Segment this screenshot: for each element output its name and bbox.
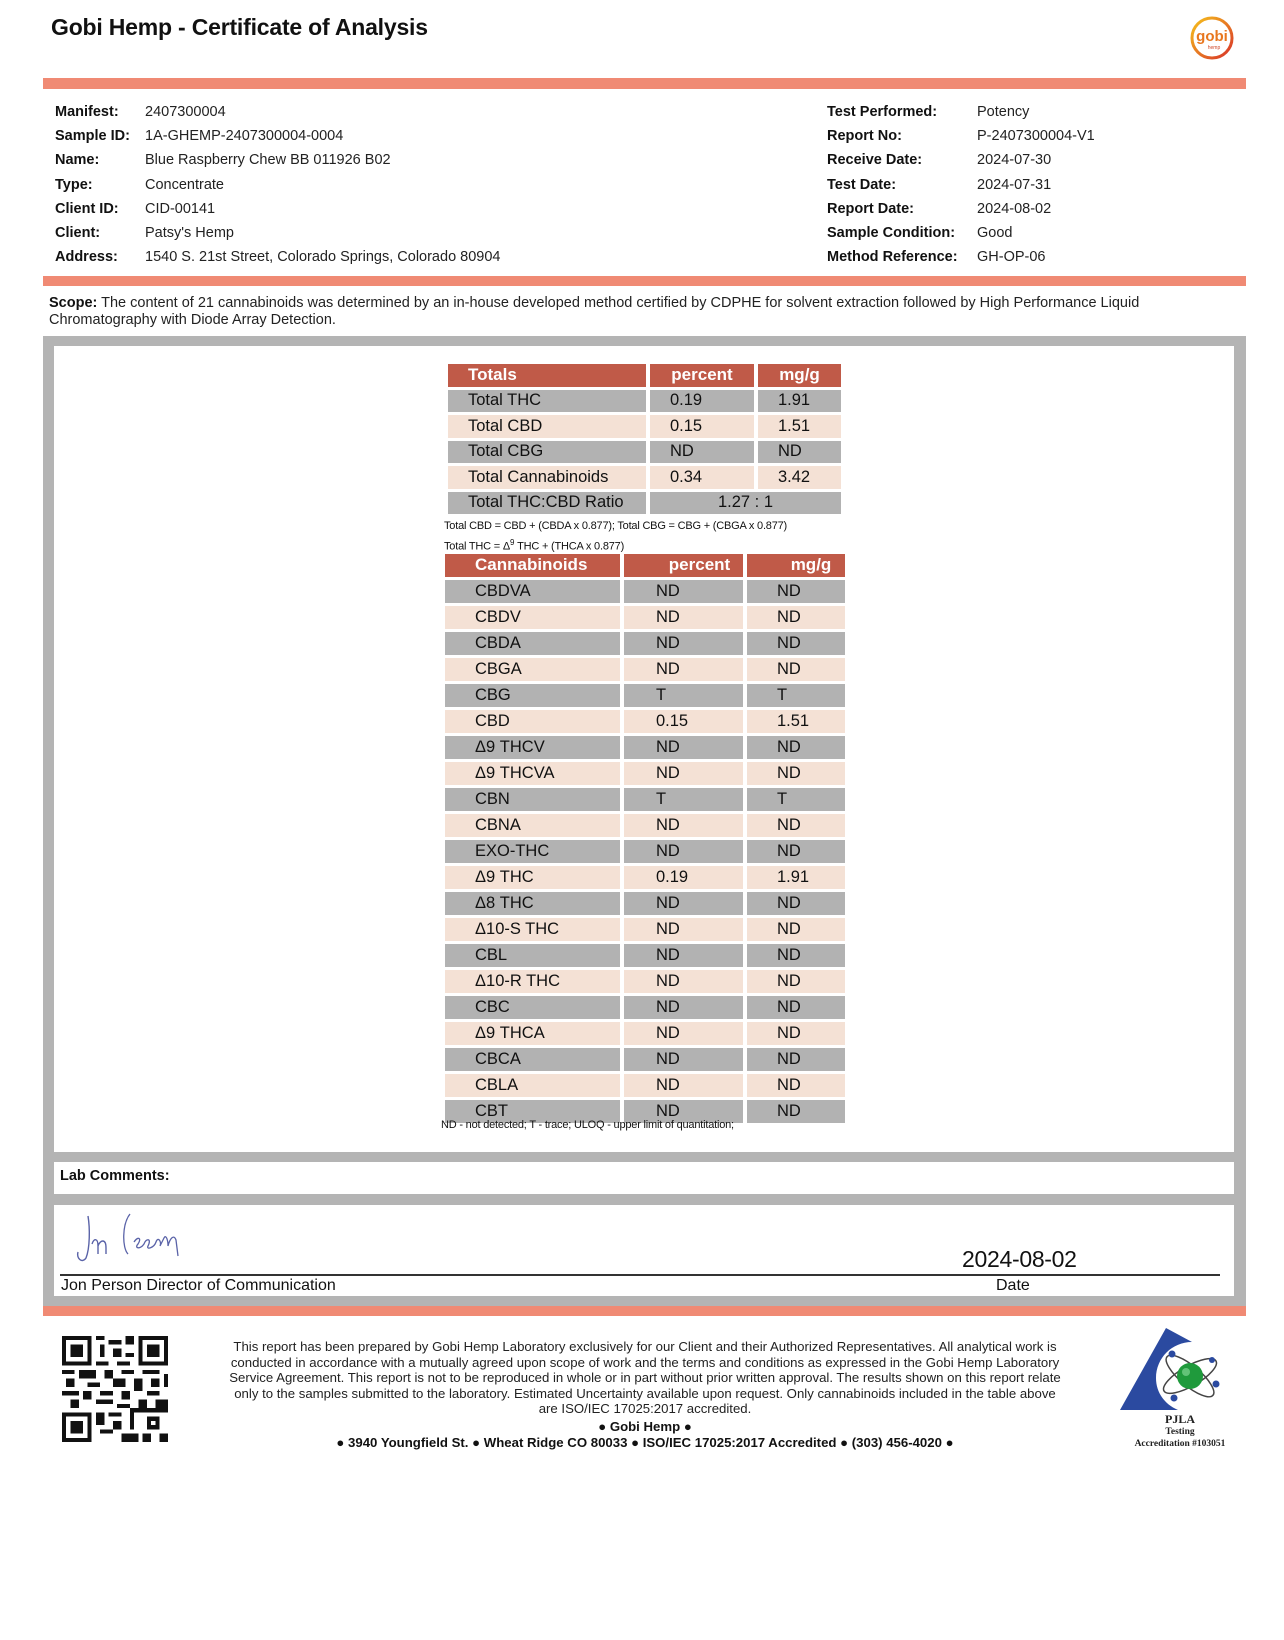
table-row: CBN T T <box>445 788 845 811</box>
receive-date-value: 2024-07-30 <box>977 152 1052 169</box>
signature-date: 2024-08-02 <box>962 1246 1077 1272</box>
table-row: Δ9 THC 0.19 1.91 <box>445 866 845 889</box>
type-value: Concentrate <box>145 176 224 193</box>
footer-lab-name: ● Gobi Hemp ● <box>598 1419 692 1434</box>
client-id-value: CID-00141 <box>145 200 216 217</box>
report-no-value: P-2407300004-V1 <box>977 128 1095 145</box>
signer-name-title: Jon Person Director of Communication <box>61 1277 336 1294</box>
table-row: Total CBG ND ND <box>448 441 841 464</box>
sample-condition-value: Good <box>977 225 1013 242</box>
info-row-report-date: Report Date: 2024-08-02 <box>827 197 1095 221</box>
abbreviation-legend: ND - not detected; T - trace; ULOQ - upper limit of quantitation; <box>441 1119 734 1131</box>
totals-header-row: Totals percent mg/g <box>448 364 841 387</box>
info-row-test-date: Test Date: 2024-07-31 <box>827 173 1095 197</box>
document-title: Gobi Hemp - Certificate of Analysis <box>51 14 428 40</box>
info-row-name: Name: Blue Raspberry Chew BB 011926 B02 <box>55 148 500 172</box>
table-row: CBL ND ND <box>445 944 845 967</box>
info-row-address: Address: 1540 S. 21st Street, Colorado Springs, Colorado 80904 <box>55 245 500 269</box>
info-row-client-id: Client ID: CID-00141 <box>55 197 500 221</box>
cannabinoids-header-row: Cannabinoids percent mg/g <box>445 554 845 577</box>
qr-code-icon[interactable] <box>62 1336 168 1442</box>
sample-info-left <box>55 100 500 269</box>
info-row-test-performed: Test Performed: Potency <box>827 100 1095 124</box>
table-row: CBCA ND ND <box>445 1048 845 1071</box>
info-row-receive-date: Receive Date: 2024-07-30 <box>827 148 1095 172</box>
sample-id-value: 1A-GHEMP-2407300004-0004 <box>145 128 344 145</box>
table-row: Total Cannabinoids 0.34 3.42 <box>448 466 841 489</box>
method-reference-value: GH-OP-06 <box>977 249 1046 266</box>
lab-comments-panel <box>54 1162 1234 1194</box>
table-row: CBDVA ND ND <box>445 580 845 603</box>
table-row: Δ8 THC ND ND <box>445 892 845 915</box>
sample-info-right <box>827 100 1095 269</box>
info-row-sample-id: Sample ID: 1A-GHEMP-2407300004-0004 <box>55 124 500 148</box>
footer-disclaimer: This report has been prepared by Gobi Hemp Laboratory exclusively for our Client and their Authorized Representatives. All analytical work is conducted in accordance with a mutually agreed upon scope of work and the terms and conditions as expressed in the Gobi Hemp Laboratory Service Agreement. This report is not to be reproduced in whole or in part without prior written approval. The results shown on this report relate only to the samples submitted to the laboratory. Estimated Uncertainty available upon request. Only cannabinoids included in the table above are ISO/IEC 17025:2017 accredited. <box>229 1339 1061 1417</box>
info-row-type: Type: Concentrate <box>55 173 500 197</box>
table-row: CBDA ND ND <box>445 632 845 655</box>
table-row: CBC ND ND <box>445 996 845 1019</box>
info-row-manifest: Manifest: 2407300004 <box>55 100 500 124</box>
pjla-accreditation-text: PJLA Testing Accreditation #103051 <box>1134 1412 1226 1449</box>
ratio-row: Total THC:CBD Ratio 1.27 : 1 <box>448 492 841 515</box>
scope-statement: Scope: The content of 21 cannabinoids was determined by an in-house developed method certified by CDPHE for solvent extraction followed by High Performance Liquid Chromatography with Diode Array Detection. <box>49 295 1140 328</box>
footer-divider <box>43 1306 1246 1316</box>
report-date-value: 2024-08-02 <box>977 200 1052 217</box>
table-row: CBT ND ND <box>445 1100 845 1123</box>
table-row: CBLA ND ND <box>445 1074 845 1097</box>
info-row-report-no: Report No: P-2407300004-V1 <box>827 124 1095 148</box>
svg-text:gobi: gobi <box>1196 28 1228 45</box>
svg-text:hemp: hemp <box>1207 45 1221 51</box>
table-row: CBD 0.15 1.51 <box>445 710 845 733</box>
signature-icon <box>68 1208 238 1268</box>
table-row: Total THC 0.19 1.91 <box>448 390 841 413</box>
totals-table <box>444 361 845 517</box>
footer-address: ● 3940 Youngfield St. ● Wheat Ridge CO 80033 ● ISO/IEC 17025:2017 Accredited ● (303) 456-4020 ● <box>336 1435 954 1450</box>
manifest-value: 2407300004 <box>145 104 226 120</box>
table-row: Δ9 THCVA ND ND <box>445 762 845 785</box>
cannabinoids-table <box>441 551 849 1126</box>
signature-line <box>60 1274 1220 1276</box>
test-date-value: 2024-07-31 <box>977 176 1052 193</box>
table-row: CBNA ND ND <box>445 814 845 837</box>
date-label: Date <box>996 1277 1030 1294</box>
table-row: CBG T T <box>445 684 845 707</box>
totals-formula: Total CBD = CBD + (CBDA x 0.877); Total CBG = CBG + (CBGA x 0.877) Total THC = $\Delta^9$ THC + (THCA x 0.877) <box>444 520 788 553</box>
table-row: CBGA ND ND <box>445 658 845 681</box>
table-row: CBDV ND ND <box>445 606 845 629</box>
test-performed-value: Potency <box>977 104 1030 120</box>
thc-cbd-ratio-value: 1.27 : 1 <box>650 492 841 515</box>
client-value: Patsy's Hemp <box>145 225 234 242</box>
table-row: Δ10-R THC ND ND <box>445 970 845 993</box>
lab-comments-label: Lab Comments: <box>60 1168 170 1184</box>
table-row: Total CBD 0.15 1.51 <box>448 415 841 438</box>
table-row: Δ9 THCA ND ND <box>445 1022 845 1045</box>
info-divider <box>43 276 1246 286</box>
table-row: EXO-THC ND ND <box>445 840 845 863</box>
info-row-sample-condition: Sample Condition: Good <box>827 221 1095 245</box>
table-row: Δ10-S THC ND ND <box>445 918 845 941</box>
address-value: 1540 S. 21st Street, Colorado Springs, Colorado 80904 <box>145 249 501 266</box>
table-row: Δ9 THCV ND ND <box>445 736 845 759</box>
header-divider <box>43 78 1246 89</box>
info-row-client: Client: Patsy's Hemp <box>55 221 500 245</box>
name-value: Blue Raspberry Chew BB 011926 B02 <box>145 152 391 169</box>
info-row-method-reference: Method Reference: GH-OP-06 <box>827 245 1095 269</box>
gobi-hemp-logo-icon <box>1188 14 1236 62</box>
